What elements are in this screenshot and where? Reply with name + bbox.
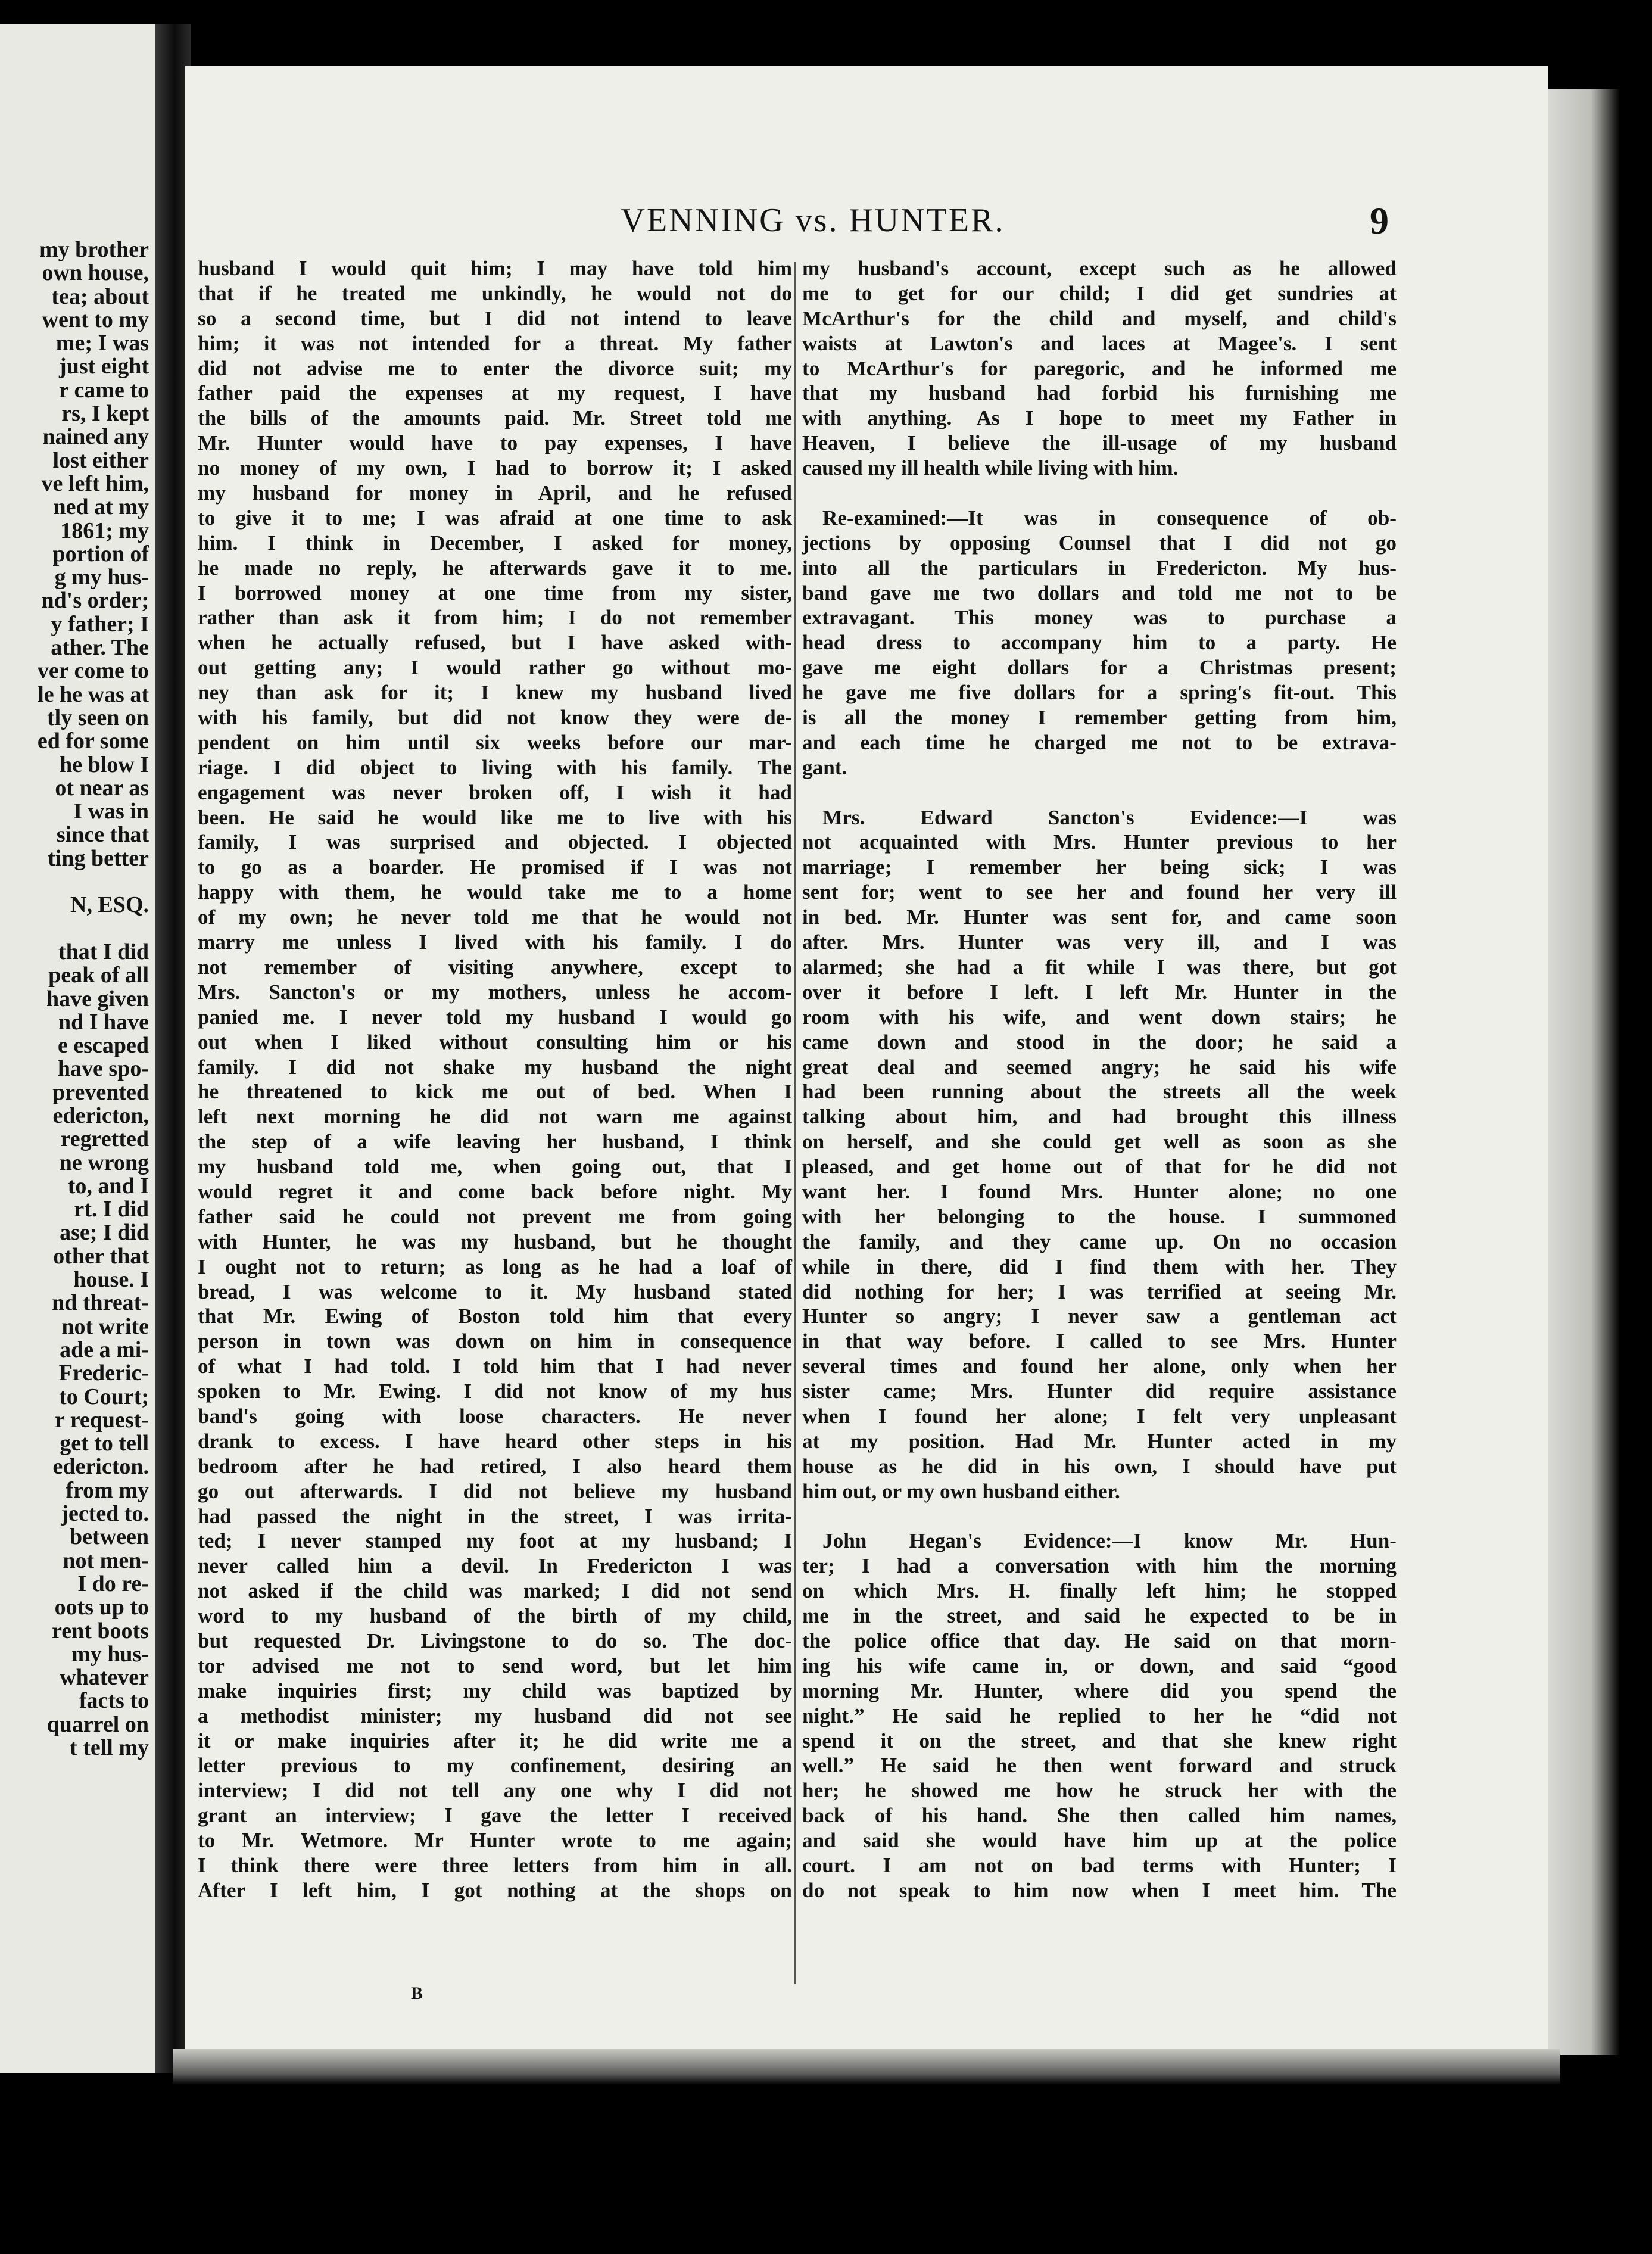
previous-page-line: le he was at xyxy=(38,681,149,707)
previous-page-line: to Court; xyxy=(59,1384,149,1409)
text-line: it or make inquiries after it; he did write me a xyxy=(198,1729,792,1752)
previous-page-line: not men- xyxy=(63,1548,149,1573)
previous-page-line: edericton, xyxy=(52,1103,149,1128)
text-line: room with his wife, and went down stairs; he xyxy=(802,1005,1397,1029)
previous-page-line: I was in xyxy=(73,799,149,824)
text-line: gave me eight dollars for a Christmas present; xyxy=(802,656,1397,680)
previous-page-line: whatever xyxy=(60,1665,149,1690)
text-line: bedroom after he had retired, I also heard them xyxy=(198,1454,792,1478)
text-line: not acquainted with Mrs. Hunter previous to her xyxy=(802,830,1397,854)
text-line: family. I did not shake my husband the night xyxy=(198,1055,792,1079)
text-line: word to my husband of the birth of my child, xyxy=(198,1604,792,1628)
text-line: my husband for money in April, and he refused xyxy=(198,481,792,505)
text-line: on which Mrs. H. finally left him; he stopped xyxy=(802,1579,1397,1603)
text-line: out when I liked without consulting him or his xyxy=(198,1030,792,1054)
text-line: to McArthur's for paregoric, and he informed me xyxy=(802,356,1397,380)
previous-page-line: t tell my xyxy=(70,1735,149,1760)
text-line: Mrs. Sancton's or my mothers, unless he accom- xyxy=(198,980,792,1004)
previous-page-line: r came to xyxy=(58,377,149,403)
text-line: alarmed; she had a fit while I was there, but got xyxy=(802,955,1397,979)
text-line: drank to excess. I have heard other steps in his xyxy=(198,1429,792,1453)
text-line: when he actually refused, but I have asked with- xyxy=(198,631,792,655)
text-line: him; it was not intended for a threat. My father xyxy=(198,331,792,355)
text-line: never called him a devil. In Fredericton I was xyxy=(198,1554,792,1578)
text-line: a methodist minister; my husband did not see xyxy=(198,1704,792,1727)
previous-page-line: not write xyxy=(61,1313,149,1339)
text-line: that if he treated me unkindly, he would not do xyxy=(198,281,792,305)
text-line: into all the particulars in Fredericton. My hus- xyxy=(802,556,1397,580)
text-line: my husband's account, except such as he allowed xyxy=(802,257,1397,280)
previous-page-line: quarrel on xyxy=(46,1711,149,1737)
text-line: back of his hand. She then called him names, xyxy=(802,1804,1397,1828)
previous-page-line: my brother xyxy=(39,237,149,262)
previous-page-line: e escaped xyxy=(57,1033,149,1058)
previous-page-line: I do re- xyxy=(77,1571,149,1596)
text-line: at my position. Had Mr. Hunter acted in my xyxy=(802,1429,1397,1453)
text-line: husband I would quit him; I may have told him xyxy=(198,257,792,280)
text-line: spend it on the street, and that she knew right xyxy=(802,1729,1397,1752)
previous-page-line: he blow I xyxy=(60,752,149,777)
previous-page-line: nd's order; xyxy=(41,588,149,614)
text-line: him out, or my own husband either. xyxy=(802,1479,1120,1503)
text-line: been. He said he would like me to live with his xyxy=(198,805,792,829)
text-line: him. I think in December, I asked for money, xyxy=(198,531,792,555)
text-line: did not advise me to enter the divorce suit; my xyxy=(198,356,792,380)
text-column-right xyxy=(802,256,1397,1903)
text-line: Re-examined:—It was in consequence of ob- xyxy=(822,506,1397,530)
previous-page-line: peak of all xyxy=(48,963,149,988)
text-line: court. I am not on bad terms with Hunter; I xyxy=(802,1854,1397,1877)
previous-page-line: my hus- xyxy=(71,1641,149,1667)
text-line: the step of a wife leaving her husband, I think xyxy=(198,1130,792,1154)
previous-page-line: me; I was xyxy=(55,331,149,356)
text-line: John Hegan's Evidence:—I know Mr. Hun- xyxy=(822,1529,1397,1553)
text-line: not remember of visiting anywhere, except to xyxy=(198,955,792,979)
previous-page-line: ade a mi- xyxy=(60,1337,149,1362)
text-line: had been running about the streets all the week xyxy=(802,1080,1397,1104)
text-line: with his family, but did not know they were de- xyxy=(198,706,792,730)
text-line: house as he did in his own, I should have put xyxy=(802,1454,1397,1478)
previous-page-line: ne wrong xyxy=(59,1150,149,1175)
text-line: came down and stood in the door; he said a xyxy=(802,1030,1397,1054)
text-line: in that way before. I called to see Mrs. Hunter xyxy=(802,1330,1397,1353)
text-line: great deal and seemed angry; he said his wife xyxy=(802,1055,1397,1079)
previous-page-line: portion of xyxy=(52,541,149,566)
previous-page-text xyxy=(38,238,149,1760)
text-line: waists at Lawton's and laces at Magee's. I sent xyxy=(802,331,1397,355)
previous-page-line xyxy=(38,870,149,893)
text-line: several times and found her alone, only when her xyxy=(802,1355,1397,1378)
text-line: sent for; went to see her and found her very ill xyxy=(802,880,1397,904)
text-line: while in there, did I find them with her. They xyxy=(802,1254,1397,1278)
text-line: out getting any; I would rather go without mo- xyxy=(198,656,792,680)
text-line: that my husband had forbid his furnishing me xyxy=(802,381,1397,405)
text-line: he gave me five dollars for a spring's fit-out. This xyxy=(802,681,1397,705)
previous-page-line: between xyxy=(70,1524,149,1550)
text-line: in bed. Mr. Hunter was sent for, and came soon xyxy=(802,905,1397,929)
previous-page-line: nd threat- xyxy=(52,1290,149,1316)
text-line: panied me. I never told my husband I would go xyxy=(198,1005,792,1029)
text-line: he made no reply, he afterwards gave it to me. xyxy=(198,556,792,580)
page-edge-right xyxy=(1548,89,1620,2055)
previous-page-line: 1861; my xyxy=(60,518,149,543)
text-line: me to get for our child; I did get sundries at xyxy=(802,281,1397,305)
text-line: father paid the expenses at my request, I have xyxy=(198,381,792,405)
text-line: letter previous to my confinement, desiring an xyxy=(198,1754,792,1777)
paragraph-gap xyxy=(802,1504,1397,1529)
text-line: left next morning he did not warn me against xyxy=(198,1105,792,1129)
text-line: want her. I found Mrs. Hunter alone; no one xyxy=(802,1179,1397,1203)
text-line: Mr. Hunter would have to pay expenses, I have xyxy=(198,431,792,455)
text-line: ter; I had a conversation with him the morning xyxy=(802,1554,1397,1578)
text-line: father said he could not prevent me from going xyxy=(198,1204,792,1228)
previous-page-line: ting better xyxy=(48,845,149,871)
text-line: after. Mrs. Hunter was very ill, and I was xyxy=(802,930,1397,954)
previous-page-fragment xyxy=(0,24,155,2073)
previous-page-line: ver come to xyxy=(37,658,149,684)
previous-page-line: that I did xyxy=(58,939,149,964)
text-line: morning Mr. Hunter, where did you spend the xyxy=(802,1679,1397,1702)
text-line: interview; I did not tell any one why I did not xyxy=(198,1779,792,1802)
text-line: did nothing for her; I was terrified at seeing Mr. xyxy=(802,1279,1397,1303)
text-line: had passed the night in the street, I was irrita- xyxy=(198,1504,792,1528)
text-line: my husband told me, when going out, that I xyxy=(198,1155,792,1179)
text-line: pendent on him until six weeks before our mar- xyxy=(198,730,792,754)
previous-page-line: r request- xyxy=(55,1407,149,1433)
text-line: to give it to me; I was afraid at one time to ask xyxy=(198,506,792,530)
text-line: he threatened to kick me out of bed. When I xyxy=(198,1080,792,1104)
text-line: to go as a boarder. He promised if I was not xyxy=(198,855,792,879)
previous-page-line: regretted xyxy=(60,1126,149,1152)
text-line: sister came; Mrs. Hunter did require assistance xyxy=(802,1380,1397,1403)
text-line: is all the money I remember getting from him, xyxy=(802,706,1397,730)
text-line: happy with them, he would take me to a home xyxy=(198,880,792,904)
previous-page-line: ned at my xyxy=(53,494,149,520)
previous-page-line: nained any xyxy=(42,424,149,450)
text-line: person in town was down on him in consequence xyxy=(198,1330,792,1353)
text-line: that Mr. Ewing of Boston told him that every xyxy=(198,1305,792,1328)
text-line: make inquiries first; my child was baptized by xyxy=(198,1679,792,1702)
previous-page-line: rs, I kept xyxy=(61,401,149,426)
previous-page-line: facts to xyxy=(79,1688,149,1714)
text-line: Heaven, I believe the ill-usage of my husband xyxy=(802,431,1397,455)
previous-page-line: ase; I did xyxy=(60,1220,149,1246)
text-line: ney than ask for it; I knew my husband lived xyxy=(198,681,792,705)
text-line: engagement was never broken off, I wish it had xyxy=(198,780,792,804)
text-line: well.” He said he then went forward and struck xyxy=(802,1754,1397,1777)
previous-page-line: ve left him, xyxy=(41,471,149,496)
text-line: not asked if the child was marked; I did not send xyxy=(198,1579,792,1603)
previous-page-line: rt. I did xyxy=(74,1197,149,1222)
previous-page-line: rent boots xyxy=(52,1618,149,1643)
previous-page-line: Frederic- xyxy=(58,1361,149,1386)
previous-page-line: ather. The xyxy=(51,635,149,661)
running-title: VENNING vs. HUNTER. xyxy=(621,202,1005,239)
text-line: to Mr. Wetmore. Mr Hunter wrote to me again; xyxy=(198,1829,792,1853)
text-line: I think there were three letters from him in all. xyxy=(198,1854,792,1877)
text-line: talking about him, and had brought this illness xyxy=(802,1105,1397,1129)
text-column-left xyxy=(198,256,792,1903)
text-line: with anything. As I hope to meet my Father in xyxy=(802,406,1397,430)
text-line: ted; I never stamped my foot at my husband; I xyxy=(198,1529,792,1553)
text-line: the police office that day. He said on that morn- xyxy=(802,1629,1397,1652)
previous-page-line: prevented xyxy=(52,1079,149,1105)
previous-page-line xyxy=(38,917,149,941)
previous-page-line: N, ESQ. xyxy=(70,892,149,918)
text-line: After I left him, I got nothing at the shops on xyxy=(198,1878,792,1902)
text-line: of what I had told. I told him that I had never xyxy=(198,1355,792,1378)
previous-page-line: other that xyxy=(53,1243,149,1269)
text-line: ing his wife came in, or down, and said “good xyxy=(802,1654,1397,1677)
text-line: gant. xyxy=(802,755,847,779)
page-edge-bottom xyxy=(173,2049,1560,2085)
text-line: McArthur's for the child and myself, and child's xyxy=(802,306,1397,330)
text-line: and said she would have him up at the police xyxy=(802,1829,1397,1853)
previous-page-line: went to my xyxy=(42,307,149,332)
text-line: and each time he charged me not to be extrava- xyxy=(802,730,1397,754)
text-line: family, I was surprised and objected. I objected xyxy=(198,830,792,854)
text-line: on herself, and she could get well as soon as she xyxy=(802,1130,1397,1154)
signature-mark: B xyxy=(411,1984,423,2003)
text-line: the bills of the amounts paid. Mr. Street told me xyxy=(198,406,792,430)
text-line: when I found her alone; I felt very unpleasant xyxy=(802,1404,1397,1428)
previous-page-line: since that xyxy=(56,822,149,848)
previous-page-line: just eight xyxy=(59,354,149,379)
previous-page-line: g my hus- xyxy=(54,565,149,590)
previous-page-line: have given xyxy=(46,986,149,1011)
previous-page-line: ed for some xyxy=(37,728,149,754)
text-line: her; he showed me how he struck her with the xyxy=(802,1779,1397,1802)
text-line: with her belonging to the house. I summoned xyxy=(802,1204,1397,1228)
previous-page-line: edericton. xyxy=(52,1454,149,1480)
text-line: me in the street, and said he expected to be in xyxy=(802,1604,1397,1628)
text-line: caused my ill health while living with him. xyxy=(802,456,1179,480)
text-line: so a second time, but I did not intend to leave xyxy=(198,306,792,330)
previous-page-line: oots up to xyxy=(54,1595,149,1620)
text-line: I borrowed money at one time from my sister, xyxy=(198,581,792,605)
previous-page-line: to, and I xyxy=(67,1173,149,1198)
text-line: but requested Dr. Livingstone to do so. The doc- xyxy=(198,1629,792,1652)
previous-page-line: nd I have xyxy=(58,1009,149,1035)
text-line: extravagant. This money was to purchase a xyxy=(802,606,1397,630)
paragraph-gap xyxy=(802,780,1397,805)
previous-page-line: get to tell xyxy=(60,1431,149,1456)
previous-page-line: tea; about xyxy=(51,284,149,309)
text-line: marriage; I remember her being sick; I was xyxy=(802,855,1397,879)
text-line: go out afterwards. I did not believe my husband xyxy=(198,1479,792,1503)
text-line: pleased, and get home out of that for he did not xyxy=(802,1155,1397,1179)
text-line: no money of my own, I had to borrow it; I asked xyxy=(198,456,792,480)
text-line: with Hunter, he was my husband, but he thought xyxy=(198,1229,792,1253)
previous-page-line: from my xyxy=(66,1477,149,1503)
text-line: Hunter so angry; I never saw a gentleman act xyxy=(802,1305,1397,1328)
text-line: grant an interview; I gave the letter I received xyxy=(198,1804,792,1828)
previous-page-line: tly seen on xyxy=(47,705,149,730)
text-line: head dress to accompany him to a party. He xyxy=(802,631,1397,655)
text-line: band's going with loose characters. He never xyxy=(198,1404,792,1428)
column-divider xyxy=(794,262,796,1984)
text-line: jections by opposing Counsel that I did not go xyxy=(802,531,1397,555)
text-line: riage. I did object to living with his family. The xyxy=(198,755,792,779)
previous-page-line: ot near as xyxy=(55,775,149,801)
text-line: over it before I left. I left Mr. Hunter in the xyxy=(802,980,1397,1004)
previous-page-line: y father; I xyxy=(51,611,149,637)
text-line: the family, and they came up. On no occasion xyxy=(802,1229,1397,1253)
text-line: do not speak to him now when I meet him. The xyxy=(802,1878,1397,1902)
previous-page-line: have spo- xyxy=(57,1056,149,1082)
text-line: tor advised me not to send word, but let him xyxy=(198,1654,792,1677)
text-line: bread, I was welcome to it. My husband stated xyxy=(198,1279,792,1303)
text-line: spoken to Mr. Ewing. I did not know of my hus xyxy=(198,1380,792,1403)
text-line: Mrs. Edward Sancton's Evidence:—I was xyxy=(822,805,1397,829)
text-line: I ought not to return; as long as he had a loaf of xyxy=(198,1254,792,1278)
text-line: night.” He said he replied to her he “did not xyxy=(802,1704,1397,1727)
text-line: of my own; he never told me that he would not xyxy=(198,905,792,929)
previous-page-line: own house, xyxy=(42,260,149,286)
previous-page-line: jected to. xyxy=(61,1501,149,1527)
text-line: rather than ask it from him; I do not remember xyxy=(198,606,792,630)
text-line: marry me unless I lived with his family. I do xyxy=(198,930,792,954)
previous-page-line: house. I xyxy=(73,1267,149,1293)
page-number: 9 xyxy=(1370,200,1389,242)
previous-page-line: lost either xyxy=(52,447,149,473)
text-line: band gave me two dollars and told me not to be xyxy=(802,581,1397,605)
paragraph-gap xyxy=(802,481,1397,506)
text-line: would regret it and come back before night. My xyxy=(198,1179,792,1203)
